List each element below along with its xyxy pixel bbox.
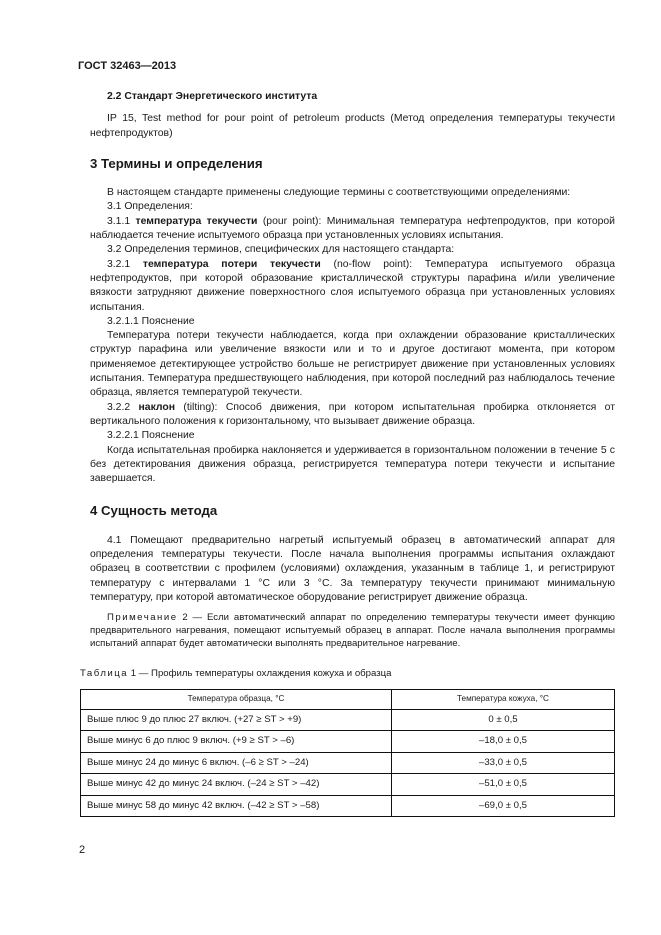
clause-3-2-2-1: 3.2.2.1 Пояснение: [107, 430, 195, 442]
clause-3-1-1-number: 3.1.1: [107, 215, 136, 227]
clause-3-2-1-term: температура потери текучести: [142, 258, 321, 270]
page-number: 2: [79, 844, 86, 856]
cell-jacket-temp: 0 ± 0,5: [392, 709, 615, 731]
clause-3-2-1-1: 3.2.1.1 Пояснение: [107, 315, 195, 327]
note-label: Примечание: [107, 612, 178, 624]
col-header-sample-temp: Температура образца, °С: [81, 689, 392, 709]
cooling-profile-table: [80, 689, 615, 818]
table-caption-label: Таблица: [80, 668, 129, 680]
clause-4-1: 4.1 Помещают предварительно нагретый испытуемый образец в автоматический аппарат для определения температуры текучести. После начала выполнения программы испытания охлаждают образец в соответствии с профилем (условиями) охлаждения, указанным в таблице 1, и регистрируют температуру с интервалами 1 °С или 3 °С. За температуру текучести принимают минимальную температуру, при которой автоматическое оборудование регистрирует движение образца.: [90, 534, 615, 603]
clause-3-1: 3.1 Определения:: [107, 201, 193, 213]
clause-3-1-1-definition: (pour point): Минимальная температура нефтепродуктов, при которой наблюдается течение испытуемого образца при установленных условиях испытания.: [90, 215, 615, 242]
clause-3-2-2: [90, 401, 615, 430]
clause-3-2-2-term: наклон: [138, 401, 175, 413]
table-row: [81, 774, 615, 796]
cell-jacket-temp: –69,0 ± 0,5: [392, 795, 615, 817]
table-1-caption: [80, 667, 615, 681]
section-3-intro: В настоящем стандарте применены следующие термины с соответствующими определениями:: [107, 187, 571, 199]
section-3-title: 3 Термины и определения: [90, 155, 263, 171]
cell-sample-temp: Выше минус 58 до минус 42 включ. (–42 ≥ ST > –58): [81, 795, 392, 817]
table-row: [81, 752, 615, 774]
table-row: [81, 795, 615, 817]
col-header-jacket-temp: Температура кожуха, °С: [392, 689, 615, 709]
cell-jacket-temp: –33,0 ± 0,5: [392, 752, 615, 774]
note-2: [90, 611, 615, 650]
document-id-header: ГОСТ 32463—2013: [78, 60, 177, 72]
clause-3-2-1-number: 3.2.1: [107, 258, 143, 270]
cell-sample-temp: Выше минус 42 до минус 24 включ. (–24 ≥ ST > –42): [81, 774, 392, 796]
table-header-row: [81, 689, 615, 709]
clause-3-2-1-1-text: Температура потери текучести наблюдается, когда при охлаждении образование кристаллических структур парафина или увеличение вязкости или и то и другое достигают момента, при котором применяемое детектирующее устройство больше не регистрирует движение при установленных условиях испытания. Температура предшествующего наблюдения, при которой последний раз наблюдалось течение образца, является температурой текучести.: [90, 330, 615, 399]
section-2-2-title: 2.2 Стандарт Энергетического института: [107, 91, 318, 102]
clause-3-2-2-1-text: Когда испытательная пробирка наклоняется и удерживается в горизонтальном положении в течение 5 с без детектирования движения образца, регистрируется температура потери текучести и испытание завершается.: [90, 444, 615, 485]
table-row: [81, 731, 615, 753]
clause-3-2: 3.2 Определения терминов, специфических для настоящего стандарта:: [107, 244, 455, 256]
clause-3-2-2-definition: (tilting): Способ движения, при котором испытательная пробирка отклоняется от вертикального положения к горизонтальному, что вызывает движение образца.: [90, 401, 615, 427]
section-4-title: 4 Сущность метода: [90, 503, 218, 519]
clause-3-1-1: [90, 215, 615, 244]
clause-3-2-1-definition: (no-flow point): Температура испытуемого образца нефтепродуктов, при которой образование кристаллической структуры парафина и/или увеличение вязкости затрудняют движение поверхностного слоя испытуемого образца при установленных условиях испытания.: [90, 258, 616, 313]
cell-jacket-temp: –18,0 ± 0,5: [392, 731, 615, 753]
clause-3-2-2-number: 3.2.2: [107, 401, 139, 413]
cell-jacket-temp: –51,0 ± 0,5: [392, 774, 615, 796]
cell-sample-temp: Выше плюс 9 до плюс 27 включ. (+27 ≥ ST > +9): [81, 709, 392, 731]
page-content: [80, 90, 616, 817]
clause-3-1-1-term: температура текучести: [135, 215, 258, 227]
table-row: [81, 709, 615, 731]
clause-3-2-1: [90, 258, 615, 315]
section-2-2-text: IP 15, Test method for pour point of petroleum products (Метод определения температуры текучести нефтепродуктов): [90, 113, 615, 139]
note-text: 2 — Если автоматический аппарат по определению температуры текучести имеет функцию предварительного нагревания, помещают испытуемый образец в аппарат. После начала выполнения программы испытаний аппарат будет автоматически выполнять предварительное нагревание.: [90, 612, 615, 650]
cell-sample-temp: Выше минус 6 до плюс 9 включ. (+9 ≥ ST > –6): [81, 731, 392, 753]
table-caption-text: 1 — Профиль температуры охлаждения кожуха и образца: [128, 668, 392, 680]
cell-sample-temp: Выше минус 24 до минус 6 включ. (–6 ≥ ST > –24): [81, 752, 392, 774]
